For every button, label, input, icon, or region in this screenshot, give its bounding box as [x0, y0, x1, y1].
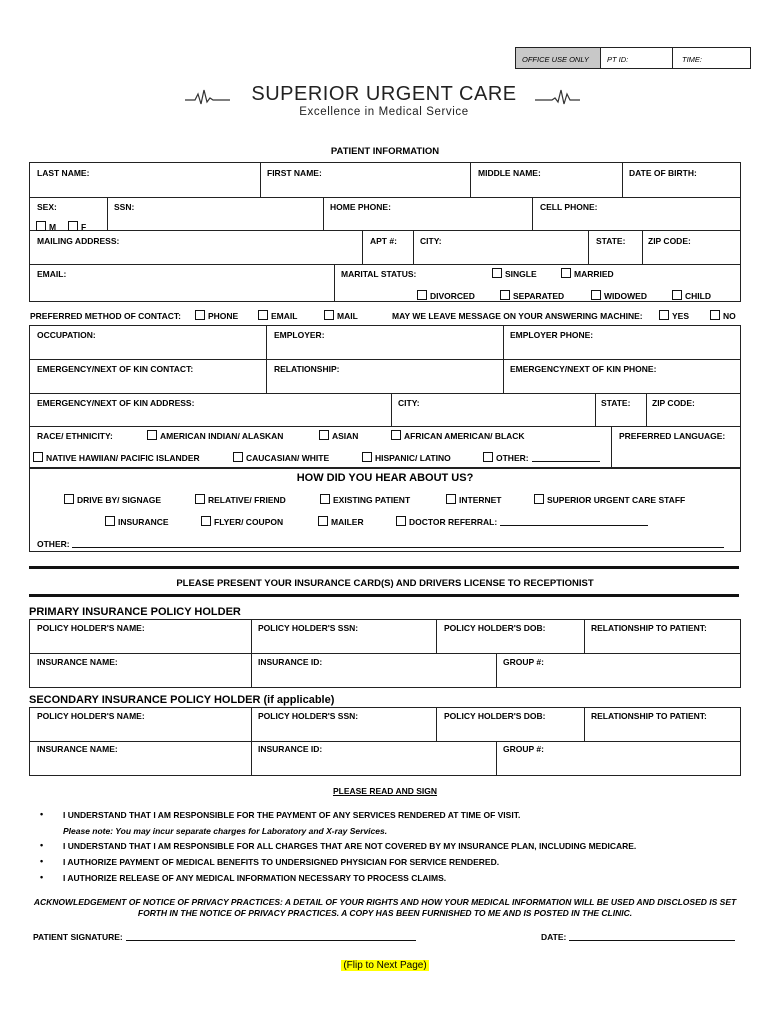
- married-checkbox[interactable]: [561, 268, 571, 278]
- marital-widowed-option[interactable]: WIDOWED: [591, 290, 647, 301]
- time-field[interactable]: TIME:: [682, 55, 702, 64]
- hear-other-line[interactable]: [72, 539, 724, 548]
- signature-date-field[interactable]: DATE:: [541, 932, 735, 942]
- patient-signature-field[interactable]: PATIENT SIGNATURE:: [33, 932, 416, 942]
- hispanic-checkbox[interactable]: [362, 452, 372, 462]
- hear-drive-by-option[interactable]: DRIVE BY/ SIGNAGE: [64, 494, 161, 505]
- terms-benefits-text: I AUTHORIZE PAYMENT OF MEDICAL BENEFITS TO UNDERSIGNED PHYSICIAN FOR SERVICE RENDERED.: [63, 857, 500, 867]
- race-african-american-option[interactable]: AFRICAN AMERICAN/ BLACK: [391, 430, 525, 441]
- emergency-state-field[interactable]: STATE:: [601, 398, 631, 408]
- primary-insurance-id-field[interactable]: INSURANCE ID:: [258, 657, 323, 667]
- emergency-zip-field[interactable]: ZIP CODE:: [652, 398, 695, 408]
- primary-holder-ssn-field[interactable]: POLICY HOLDER'S SSN:: [258, 623, 359, 633]
- patient-info-title: PATIENT INFORMATION: [330, 146, 440, 157]
- marital-status-label: MARITAL STATUS:: [341, 269, 417, 279]
- preferred-language-field[interactable]: PREFERRED LANGUAGE:: [619, 431, 726, 441]
- terms-payment-text: I UNDERSTAND THAT I AM RESPONSIBLE FOR THE PAYMENT OF ANY SERVICES RENDERED AT TIME OF VISIT.: [63, 810, 521, 820]
- preferred-contact-label: PREFERRED METHOD OF CONTACT:: [30, 311, 181, 321]
- bullet-2: •: [40, 840, 44, 850]
- state-field[interactable]: STATE:: [596, 236, 626, 246]
- last-name-field[interactable]: LAST NAME:: [37, 168, 90, 178]
- doctor-checkbox[interactable]: [396, 516, 406, 526]
- logo-tagline: Excellence in Medical Service: [299, 106, 469, 118]
- emergency-contact-field[interactable]: EMERGENCY/NEXT OF KIN CONTACT:: [37, 364, 194, 374]
- secondary-holder-ssn-field[interactable]: POLICY HOLDER'S SSN:: [258, 711, 359, 721]
- no-checkbox[interactable]: [710, 310, 720, 320]
- cell-phone-field[interactable]: CELL PHONE:: [540, 202, 598, 212]
- sex-m-option[interactable]: M: [36, 221, 56, 232]
- hear-internet-option[interactable]: INTERNET: [446, 494, 502, 505]
- race-hispanic-option[interactable]: HISPANIC/ LATINO: [362, 452, 451, 463]
- secondary-holder-name-field[interactable]: POLICY HOLDER'S NAME:: [37, 711, 145, 721]
- relative-checkbox[interactable]: [195, 494, 205, 504]
- logo-heartbeat-left: [185, 86, 230, 108]
- email-field[interactable]: EMAIL:: [37, 269, 67, 279]
- primary-group-field[interactable]: GROUP #:: [503, 657, 544, 667]
- first-name-field[interactable]: FIRST NAME:: [267, 168, 322, 178]
- insurance-checkbox[interactable]: [105, 516, 115, 526]
- read-and-sign-title: PLEASE READ AND SIGN: [332, 786, 438, 796]
- hear-flyer-option[interactable]: FLYER/ COUPON: [201, 516, 283, 527]
- answering-yes-option[interactable]: YES: [659, 310, 689, 321]
- sex-f-checkbox[interactable]: [68, 221, 78, 231]
- bullet-4: •: [40, 872, 44, 882]
- terms-charges-text: I UNDERSTAND THAT I AM RESPONSIBLE FOR ALL CHARGES THAT ARE NOT COVERED BY MY INSURANCE PLAN, INCLUDING MEDICARE.: [63, 841, 637, 851]
- flyer-checkbox[interactable]: [201, 516, 211, 526]
- employer-phone-field[interactable]: EMPLOYER PHONE:: [510, 330, 594, 340]
- divorced-checkbox[interactable]: [417, 290, 427, 300]
- ssn-field[interactable]: SSN:: [114, 202, 135, 212]
- flip-next-page-note: (Flip to Next Page): [343, 960, 427, 971]
- marital-divorced-option[interactable]: DIVORCED: [417, 290, 475, 301]
- secondary-insurance-id-field[interactable]: INSURANCE ID:: [258, 744, 323, 754]
- african-american-checkbox[interactable]: [391, 430, 401, 440]
- race-hawaiian-option[interactable]: NATIVE HAWIIAN/ PACIFIC ISLANDER: [33, 452, 200, 463]
- race-asian-option[interactable]: ASIAN: [319, 430, 358, 441]
- primary-relationship-field[interactable]: RELATIONSHIP TO PATIENT:: [591, 623, 707, 633]
- pt-id-field[interactable]: PT ID:: [607, 55, 629, 64]
- emergency-address-field[interactable]: EMERGENCY/NEXT OF KIN ADDRESS:: [37, 398, 195, 408]
- contact-email-option[interactable]: EMAIL: [258, 310, 297, 321]
- hear-other-field[interactable]: OTHER:: [37, 539, 724, 549]
- secondary-holder-dob-field[interactable]: POLICY HOLDER'S DOB:: [444, 711, 546, 721]
- hear-insurance-option[interactable]: INSURANCE: [105, 516, 169, 527]
- logo-name: SUPERIOR URGENT CARE: [251, 83, 517, 105]
- hear-relative-option[interactable]: RELATIVE/ FRIEND: [195, 494, 286, 505]
- asian-checkbox[interactable]: [319, 430, 329, 440]
- email-checkbox[interactable]: [258, 310, 268, 320]
- mailer-checkbox[interactable]: [318, 516, 328, 526]
- bullet-3: •: [40, 856, 44, 866]
- home-phone-field[interactable]: HOME PHONE:: [330, 202, 391, 212]
- employer-field[interactable]: EMPLOYER:: [274, 330, 325, 340]
- answering-machine-label: MAY WE LEAVE MESSAGE ON YOUR ANSWERING MACHINE:: [392, 311, 643, 321]
- secondary-group-field[interactable]: GROUP #:: [503, 744, 544, 754]
- secondary-insurance-name-field[interactable]: INSURANCE NAME:: [37, 744, 118, 754]
- caucasian-checkbox[interactable]: [233, 452, 243, 462]
- hear-existing-option[interactable]: EXISTING PATIENT: [320, 494, 410, 505]
- marital-married-option[interactable]: MARRIED: [561, 268, 614, 279]
- mail-checkbox[interactable]: [324, 310, 334, 320]
- hear-about-us-title: HOW DID YOU HEAR ABOUT US?: [296, 472, 474, 484]
- signature-line[interactable]: [126, 932, 416, 941]
- answering-no-option[interactable]: NO: [710, 310, 736, 321]
- bullet-1: •: [40, 809, 44, 819]
- sex-label: SEX:: [37, 202, 57, 212]
- phone-checkbox[interactable]: [195, 310, 205, 320]
- race-other-checkbox[interactable]: [483, 452, 493, 462]
- patient-info-table: [29, 162, 741, 302]
- dob-field[interactable]: DATE OF BIRTH:: [629, 168, 697, 178]
- race-label: RACE/ ETHNICITY:: [37, 431, 113, 441]
- thick-rule-bottom: [29, 594, 739, 597]
- hear-mailer-option[interactable]: MAILER: [318, 516, 364, 527]
- emergency-relationship-field[interactable]: RELATIONSHIP:: [274, 364, 340, 374]
- hear-staff-option[interactable]: SUPERIOR URGENT CARE STAFF: [534, 494, 685, 505]
- contact-phone-option[interactable]: PHONE: [195, 310, 238, 321]
- doctor-referral-line[interactable]: [500, 517, 648, 526]
- american-indian-checkbox[interactable]: [147, 430, 157, 440]
- single-checkbox[interactable]: [492, 268, 502, 278]
- hawaiian-checkbox[interactable]: [33, 452, 43, 462]
- zip-field[interactable]: ZIP CODE:: [648, 236, 691, 246]
- emergency-phone-field[interactable]: EMERGENCY/NEXT OF KIN PHONE:: [510, 364, 657, 374]
- marital-separated-option[interactable]: SEPARATED: [500, 290, 564, 301]
- sex-m-checkbox[interactable]: [36, 221, 46, 231]
- race-caucasian-option[interactable]: CAUCASIAN/ WHITE: [233, 452, 329, 463]
- terms-release-text: I AUTHORIZE RELEASE OF ANY MEDICAL INFORMATION NECESSARY TO PROCESS CLAIMS.: [63, 873, 447, 883]
- occupation-field[interactable]: OCCUPATION:: [37, 330, 96, 340]
- separated-checkbox[interactable]: [500, 290, 510, 300]
- city-field[interactable]: CITY:: [420, 236, 442, 246]
- terms-lab-note: Please note: You may incur separate charges for Laboratory and X-ray Services.: [63, 826, 388, 836]
- primary-insurance-name-field[interactable]: INSURANCE NAME:: [37, 657, 118, 667]
- apt-field[interactable]: APT #:: [370, 236, 397, 246]
- insurance-banner: PLEASE PRESENT YOUR INSURANCE CARD(S) AND DRIVERS LICENSE TO RECEPTIONIST: [176, 578, 594, 589]
- middle-name-field[interactable]: MIDDLE NAME:: [478, 168, 541, 178]
- mailing-address-field[interactable]: MAILING ADDRESS:: [37, 236, 120, 246]
- logo-heartbeat-right: [535, 86, 580, 108]
- office-use-label: OFFICE USE ONLY: [522, 55, 589, 64]
- privacy-ack-line2: FORTH IN THE NOTICE OF PRIVACY PRACTICES. A COPY HAS BEEN FURNISHED TO ME AND IS POSTED IN THE CLINIC.: [137, 908, 633, 918]
- contact-mail-option[interactable]: MAIL: [324, 310, 358, 321]
- privacy-ack-line1: ACKNOWLEDGEMENT OF NOTICE OF PRIVACY PRACTICES: A DETAIL OF YOUR RIGHTS AND HOW YOUR MEDICAL INFORMATION WILL BE USED AND DISCLOSED IS SET: [33, 897, 737, 907]
- secondary-insurance-title: SECONDARY INSURANCE POLICY HOLDER (if applicable): [29, 694, 335, 706]
- date-line[interactable]: [569, 932, 735, 941]
- secondary-relationship-field[interactable]: RELATIONSHIP TO PATIENT:: [591, 711, 707, 721]
- race-other-option[interactable]: OTHER:: [483, 452, 600, 463]
- race-other-line[interactable]: [532, 453, 600, 462]
- primary-holder-dob-field[interactable]: POLICY HOLDER'S DOB:: [444, 623, 546, 633]
- staff-checkbox[interactable]: [534, 494, 544, 504]
- drive-by-checkbox[interactable]: [64, 494, 74, 504]
- thick-rule-top: [29, 566, 739, 569]
- existing-checkbox[interactable]: [320, 494, 330, 504]
- child-checkbox[interactable]: [672, 290, 682, 300]
- race-american-indian-option[interactable]: AMERICAN INDIAN/ ALASKAN: [147, 430, 283, 441]
- emergency-city-field[interactable]: CITY:: [398, 398, 420, 408]
- marital-child-option[interactable]: CHILD: [672, 290, 711, 301]
- internet-checkbox[interactable]: [446, 494, 456, 504]
- hear-doctor-option[interactable]: DOCTOR REFERRAL:: [396, 516, 648, 527]
- sex-f-option[interactable]: F: [68, 221, 86, 232]
- primary-insurance-title: PRIMARY INSURANCE POLICY HOLDER: [29, 606, 241, 618]
- yes-checkbox[interactable]: [659, 310, 669, 320]
- marital-single-option[interactable]: SINGLE: [492, 268, 537, 279]
- employment-table: [29, 325, 741, 468]
- widowed-checkbox[interactable]: [591, 290, 601, 300]
- primary-holder-name-field[interactable]: POLICY HOLDER'S NAME:: [37, 623, 145, 633]
